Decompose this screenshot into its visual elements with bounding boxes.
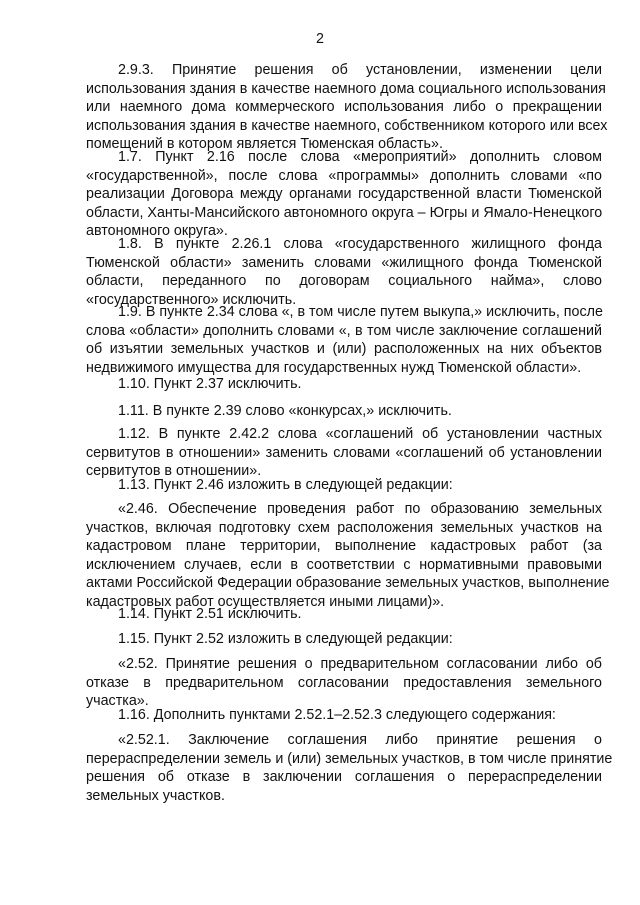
paragraph [86, 61, 608, 154]
text-line: использования здания в качестве наемного, собственником которого или всех [86, 117, 608, 134]
text-line: исключением случаев, если в соответствии с нормативными правовыми [86, 556, 602, 573]
paragraph [86, 655, 602, 711]
paragraph [86, 303, 602, 377]
paragraph [86, 731, 613, 805]
paragraph [86, 148, 602, 241]
paragraph [86, 375, 602, 394]
text-line: области, Ханты-Мансийского автономного округа – Югры и Ямало-Ненецкого [86, 204, 603, 221]
text-line: об изъятии земельных участков и (или) расположенных на них объектов [86, 341, 602, 358]
text-line: «государственного» исключить. [86, 291, 297, 308]
text-line: помещений в котором является Тюменская область». [86, 136, 443, 153]
text-line: недвижимого имущества для государственных нужд Тюменской области». [86, 359, 582, 376]
text-line: 1.11. В пункте 2.39 слово «конкурсах,» исключить. [118, 403, 452, 419]
text-line: кадастровых работ осуществляется иными лицами)». [86, 593, 445, 610]
paragraph [86, 500, 610, 612]
text-line: 1.9. В пункте 2.34 слова «, в том числе путем выкупа,» исключить, после [118, 304, 603, 320]
text-line: сервитутов в отношении» заменить словами «соглашений об установлении [86, 444, 602, 461]
text-line: автономного округа». [86, 223, 228, 240]
text-line: 1.12. В пункте 2.42.2 слова «соглашений об установлении частных [118, 426, 602, 442]
text-line: 1.13. Пункт 2.46 изложить в следующей редакции: [118, 477, 453, 493]
text-line: актами Российской Федерации образование земельных участков, выполнение [86, 575, 610, 592]
text-line: слова «области» дополнить словами «, в том числе заключение соглашений [86, 322, 602, 339]
page-number: 2 [316, 31, 324, 47]
text-line: «2.52.1. Заключение соглашения либо принятие решения о [118, 732, 602, 748]
text-line: 2.9.3. Принятие решения об установлении, изменении цели [118, 62, 602, 78]
text-line: кадастровом плане территории, выполнение кадастровых работ (за [86, 538, 602, 555]
text-line: участков, включая подготовку схем расположения земельных участков на [86, 519, 602, 536]
paragraph [86, 605, 602, 624]
text-line: 1.14. Пункт 2.51 исключить. [118, 606, 302, 622]
paragraph [86, 476, 602, 495]
text-line: «2.46. Обеспечение проведения работ по образованию земельных [118, 501, 602, 517]
text-line: 1.7. Пункт 2.16 после слова «мероприятий» дополнить словом [118, 149, 602, 165]
text-line: или наемного дома коммерческого использования либо о прекращении [86, 99, 602, 116]
text-line: области, переданного по договорам социального найма», слово [86, 273, 602, 290]
text-line: 1.15. Пункт 2.52 изложить в следующей редакции: [118, 631, 453, 647]
text-line: 1.8. В пункте 2.26.1 слова «государственного жилищного фонда [118, 236, 602, 252]
text-line: 1.16. Дополнить пунктами 2.52.1–2.52.3 следующего содержания: [118, 707, 556, 723]
text-line: земельных участков. [86, 787, 225, 804]
text-line: отказе в предварительном согласовании предоставления земельного [86, 674, 602, 691]
paragraph [86, 706, 602, 725]
text-line: 1.10. Пункт 2.37 исключить. [118, 376, 302, 392]
text-line: Тюменской области» заменить словами «жилищного фонда Тюменской [86, 254, 602, 271]
paragraph [86, 425, 602, 481]
text-line: реализации Договора между органами государственной власти Тюменской [86, 186, 602, 203]
paragraph [86, 630, 602, 649]
text-line: решения об отказе в заключении соглашения о перераспределении [86, 769, 602, 786]
text-line: «2.52. Принятие решения о предварительном согласовании либо об [118, 656, 602, 672]
paragraph [86, 235, 602, 309]
text-line: участка». [86, 693, 149, 710]
text-line: сервитутов в отношении». [86, 463, 262, 480]
paragraph [86, 402, 602, 421]
text-line: «государственной», после слова «программы» дополнить словами «по [86, 167, 602, 184]
text-line: перераспределении земель и (или) земельных участков, в том числе принятие [86, 750, 613, 767]
text-line: использования здания в качестве наемного дома социального использования [86, 80, 606, 97]
